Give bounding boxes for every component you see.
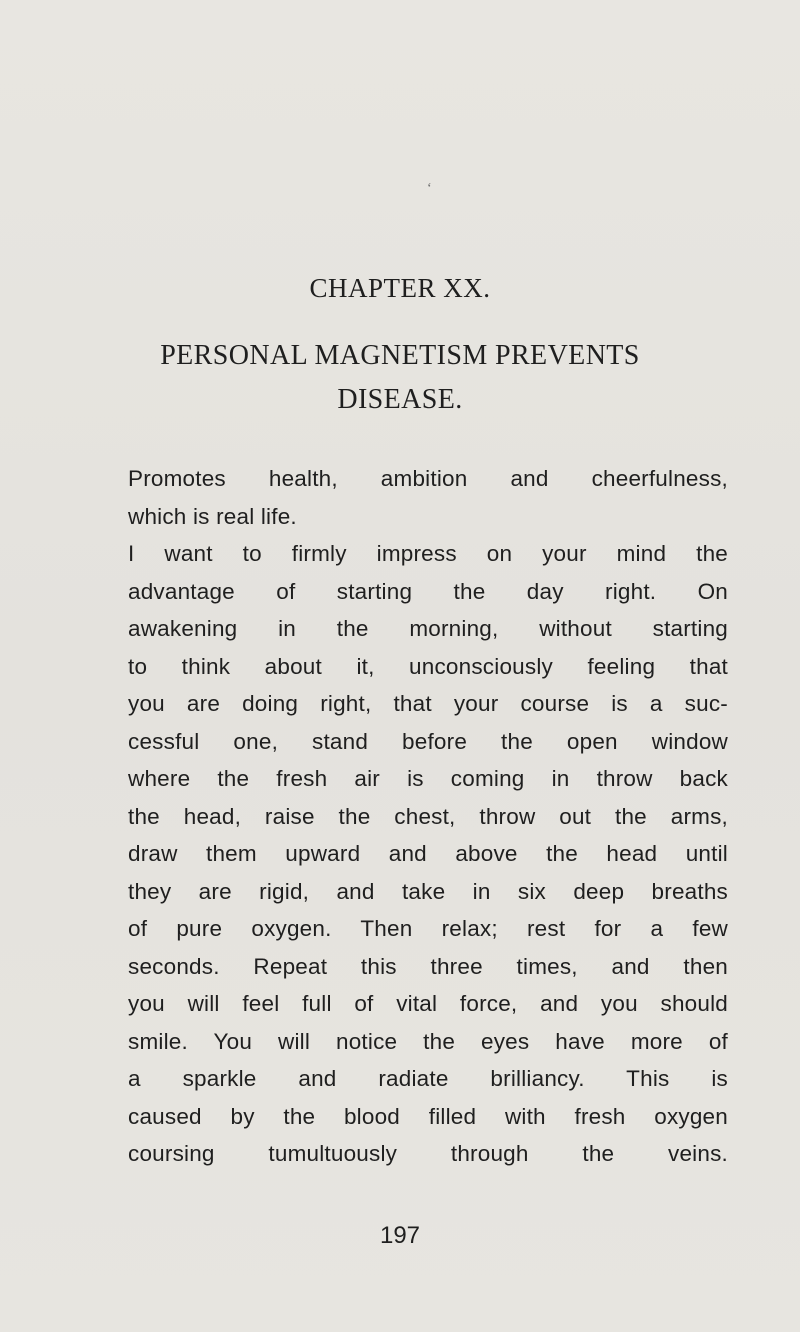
text-line-7: you are doing right, that your course is a suc- xyxy=(128,691,728,716)
text-line-11: draw them upward and above the head until xyxy=(128,841,728,866)
text-line-15: you will feel full of vital force, and you should xyxy=(128,991,728,1016)
text-line-9: where the fresh air is coming in throw back xyxy=(128,766,728,791)
text-line-17: a sparkle and radiate brilliancy. This is xyxy=(128,1066,728,1091)
chapter-title-line-1: PERSONAL MAGNETISM PREVENTS xyxy=(160,340,640,371)
body-text xyxy=(128,460,728,1173)
text-line-4: advantage of starting the day right. On xyxy=(128,578,728,604)
text-line-3: I want to firmly impress on your mind the xyxy=(128,541,728,566)
text-line-16: smile. You will notice the eyes have more of xyxy=(128,1028,728,1054)
text-line-1: Promotes health, ambition and cheerfulness, xyxy=(128,466,728,491)
chapter-title xyxy=(0,334,800,422)
text-line-18: caused by the blood filled with fresh oxygen xyxy=(128,1103,728,1129)
page-number: 197 xyxy=(379,1222,421,1249)
text-line-2: which is real life. xyxy=(128,503,297,529)
text-line-8: cessful one, stand before the open window xyxy=(128,728,728,754)
chapter-title-line-2: DISEASE. xyxy=(337,384,463,415)
text-line-13: of pure oxygen. Then relax; rest for a few xyxy=(128,916,728,941)
text-line-6: to think about it, unconsciously feeling that xyxy=(128,653,728,679)
text-line-14: seconds. Repeat this three times, and then xyxy=(128,953,728,979)
text-line-5: awakening in the morning, without starting xyxy=(128,616,728,641)
text-line-19: coursing tumultuously through the veins. xyxy=(128,1141,728,1166)
text-line-10: the head, raise the chest, throw out the arms, xyxy=(128,803,728,829)
ink-speck-mark: ‘ xyxy=(427,181,432,196)
chapter-heading: CHAPTER XX. xyxy=(309,273,491,303)
text-line-12: they are rigid, and take in six deep breaths xyxy=(128,878,728,904)
